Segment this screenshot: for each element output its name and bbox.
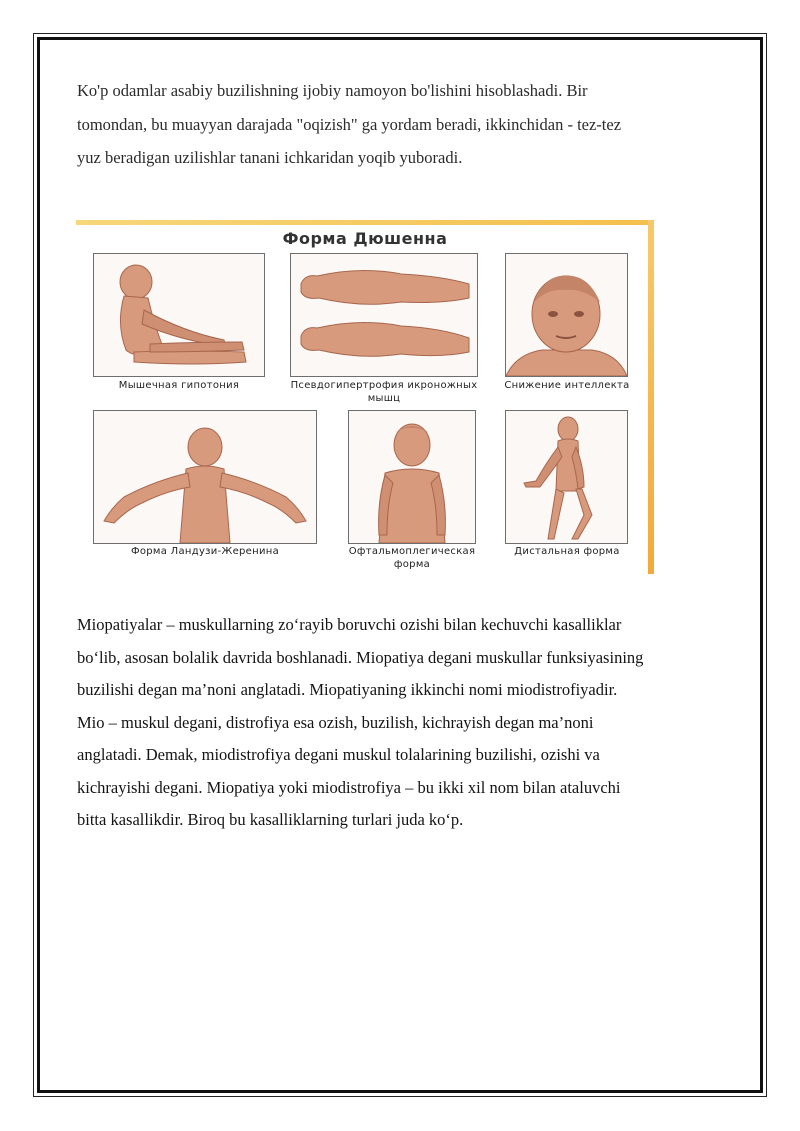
- panel-intellect-illustration: [505, 253, 628, 377]
- arms-spread-drawing: [94, 411, 316, 543]
- panel-distal-illustration: [505, 410, 628, 544]
- figure-top-accent: [76, 220, 648, 225]
- sitting-child-drawing: [94, 254, 264, 376]
- intro-line: Ko'p odamlar asabiy buzilishning ijobiy namoyon bo'lishini hisoblashadi. Bir: [77, 81, 588, 100]
- child-face-drawing: [506, 254, 627, 376]
- main-paragraph: [77, 609, 737, 837]
- caption-ophthalmoplegic: [332, 545, 492, 571]
- panel-ophthalmoplegic-illustration: [348, 410, 476, 544]
- caption-landouzy: Форма Ландузи-Жеренина: [130, 546, 280, 557]
- caption-intellect: Снижение интеллекта: [504, 380, 630, 391]
- caption-pseudohypertrophy-line1: Псевдогипертрофия икроножных: [290, 380, 478, 391]
- panel-calves-illustration: [290, 253, 478, 377]
- figure-title: Форма Дюшенна: [282, 229, 448, 248]
- caption-ophthalmoplegic-line1: Офтальмоплегическая: [348, 546, 476, 557]
- caption-pseudohypertrophy: [276, 379, 492, 405]
- duchenne-figure: [76, 220, 654, 574]
- main-line: kichrayishi degani. Miopatiya yoki miodistrofiya – bu ikki xil nom bilan ataluvchi: [77, 777, 621, 797]
- main-line: Miopatiyalar – muskullarning zo‘rayib boruvchi ozishi bilan kechuvchi kasalliklar: [77, 615, 622, 634]
- calves-drawing: [291, 254, 477, 376]
- intro-line: tomondan, bu muayyan darajada "oqizish" ga yordam beradi, ikkinchidan - tez-tez: [77, 114, 622, 134]
- thin-child-sitting-drawing: [506, 411, 627, 543]
- figure-right-accent: [648, 220, 654, 574]
- main-line: bitta kasallikdir. Biroq bu kasalliklarning turlari juda ko‘p.: [77, 810, 464, 829]
- main-line: Mio – muskul degani, distrofiya esa ozish, buzilish, kichrayish degan ma’noni: [77, 712, 594, 732]
- intro-paragraph: [77, 74, 737, 175]
- caption-ophthalmoplegic-line2: форма: [393, 559, 431, 570]
- intro-line: yuz beradigan uzilishlar tanani ichkaridan yoqib yuboradi.: [77, 148, 463, 167]
- main-line: anglatadi. Demak, miodistrofiya degani muskul tolalarining buzilishi, ozishi va: [77, 745, 600, 764]
- panel-landouzy-illustration: [93, 410, 317, 544]
- main-line: bo‘lib, asosan bolalik davrida boshlanadi. Miopatiya degani muskullar funksiyasining: [77, 647, 644, 667]
- caption-hypotonia: Мышечная гипотония: [118, 380, 240, 391]
- caption-distal: Дистальная форма: [514, 546, 620, 557]
- standing-boy-drawing: [349, 411, 475, 543]
- main-line: buzilishi degan ma’noni anglatadi. Miopatiyaning ikkinchi nomi miodistrofiyadir.: [77, 680, 618, 699]
- panel-hypotonia-illustration: [93, 253, 265, 377]
- caption-pseudohypertrophy-line2: мышц: [367, 393, 401, 404]
